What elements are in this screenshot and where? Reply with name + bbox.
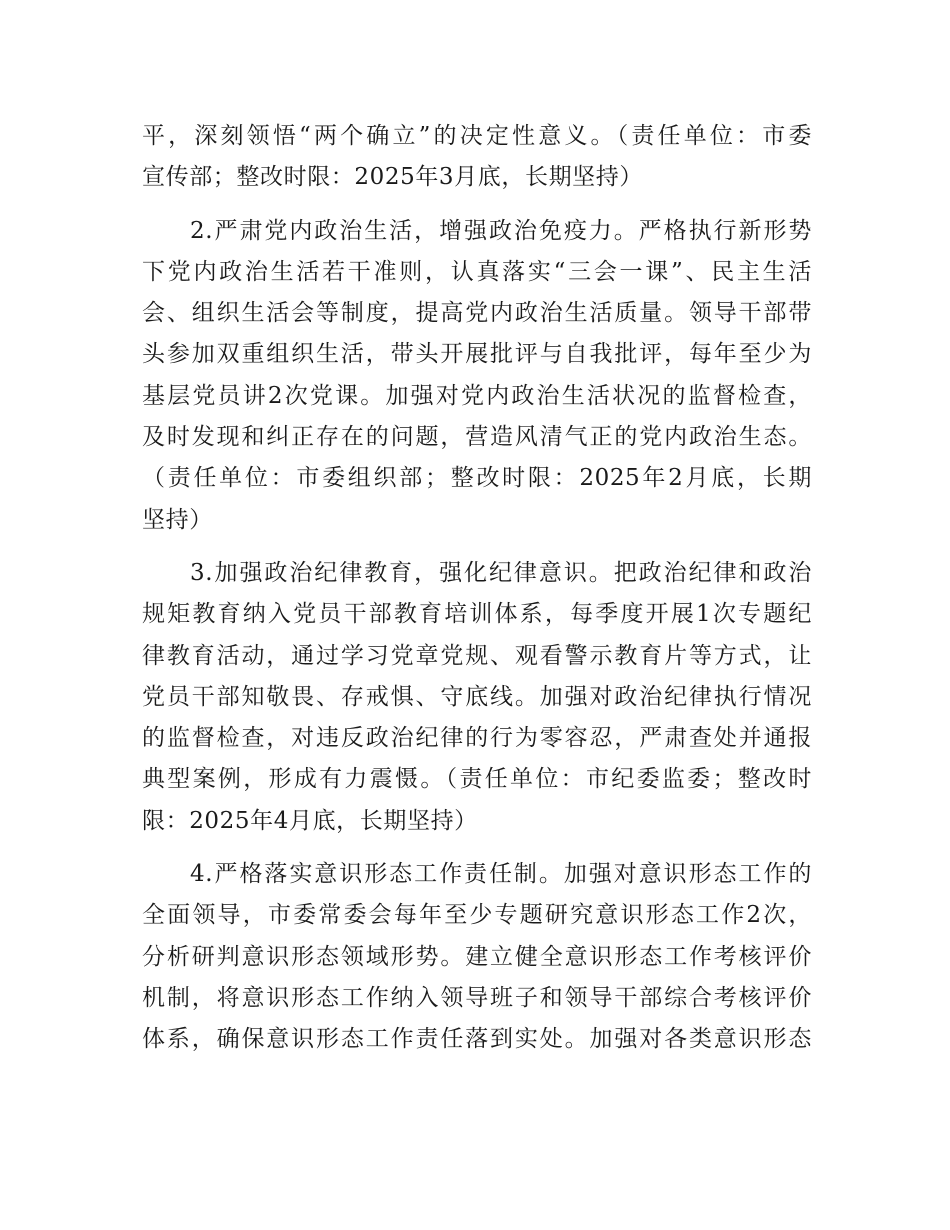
text-line: 2.严肃党内政治生活，增强政治免疫力。严格执行新形势 [190,217,812,244]
paragraph-item-3 [142,553,812,842]
text-line: 基层党员讲2次党课。加强对党内政治生活状况的监督检查， [142,382,812,409]
paragraph-gap [142,199,812,211]
text-line: 下党内政治生活若干准则，认真落实“三会一课”、民主生活 [142,258,812,285]
text-line: （责任单位：市委组织部；整改时限：2025年2月底，长期 [142,465,812,492]
text-line: 机制，将意识形态工作纳入领导班子和领导干部综合考核评价 [142,984,812,1011]
text-line: 会、组织生活会等制度，提高党内政治生活质量。领导干部带 [142,300,812,327]
paragraph-item-2 [142,211,812,541]
text-line: 4.严格落实意识形态工作责任制。加强对意识形态工作的 [190,861,812,888]
paragraph-continuation [142,116,812,199]
text-line: 规矩教育纳入党员干部教育培训体系，每季度开展1次专题纪 [142,601,812,628]
text-line: 典型案例，形成有力震慑。（责任单位：市纪委监委；整改时 [142,766,812,793]
text-line: 及时发现和纠正存在的问题，营造风清气正的党内政治生态。 [142,424,812,451]
text-line: 的监督检查，对违反政治纪律的行为零容忍，严肃查处并通报 [142,725,812,752]
text-line: 限：2025年4月底，长期坚持） [142,807,478,834]
text-line: 体系，确保意识形态工作责任落到实处。加强对各类意识形态 [142,1026,812,1053]
document-body [142,116,812,1061]
paragraph-gap [142,842,812,854]
text-line: 宣传部；整改时限：2025年3月底，长期坚持） [142,164,643,191]
text-line: 全面领导，市委常委会每年至少专题研究意识形态工作2次， [142,902,812,929]
text-line: 3.加强政治纪律教育，强化纪律意识。把政治纪律和政治 [190,559,812,586]
text-line: 党员干部知敬畏、存戒惧、守底线。加强对政治纪律执行情况 [142,683,812,710]
text-line: 头参加双重组织生活，带头开展批评与自我批评，每年至少为 [142,341,812,368]
text-line: 坚持） [142,506,213,533]
paragraph-item-4 [142,854,812,1060]
text-line: 平，深刻领悟“两个确立”的决定性意义。（责任单位：市委 [142,123,812,149]
text-line: 律教育活动，通过学习党章党规、观看警示教育片等方式，让 [142,642,812,669]
text-line: 分析研判意识形态领域形势。建立健全意识形态工作考核评价 [142,943,812,970]
paragraph-gap [142,541,812,553]
